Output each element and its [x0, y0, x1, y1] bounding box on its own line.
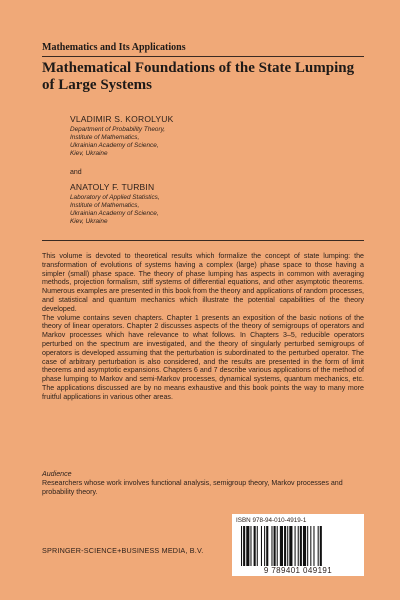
- affiliation-line: Kiev, Ukraine: [70, 150, 108, 157]
- affiliation-line: Institute of Mathematics,: [70, 134, 140, 141]
- barcode-icon: [241, 526, 355, 566]
- affiliation-line: Laboratory of Applied Statistics,: [70, 194, 160, 201]
- audience-heading: Audience: [42, 470, 72, 478]
- middle-divider: [42, 240, 364, 241]
- affiliation-line: Department of Probability Theory,: [70, 126, 166, 133]
- author-1-name: VLADIMIR S. KOROLYUK: [70, 114, 174, 124]
- isbn-label: ISBN 978-94-010-4919-1: [236, 517, 307, 524]
- affiliation-line: Ukrainian Academy of Science,: [70, 210, 159, 217]
- author-2-name: ANATOLY F. TURBIN: [70, 182, 155, 192]
- title-line-2: of Large Systems: [42, 77, 152, 93]
- top-divider: [42, 56, 364, 57]
- description: [42, 252, 364, 402]
- barcode-number: 9 789401 049191: [263, 566, 333, 575]
- and-text: and: [70, 169, 82, 176]
- book-title: [42, 60, 362, 94]
- author-1-affiliation: [70, 126, 330, 158]
- title-line-1: Mathematical Foundations of the State Lumping: [42, 60, 355, 76]
- isbn-barcode: [232, 514, 364, 576]
- affiliation-line: Ukrainian Academy of Science,: [70, 142, 159, 149]
- series-name: Mathematics and Its Applications: [42, 42, 186, 53]
- affiliation-line: Kiev, Ukraine: [70, 218, 108, 225]
- description-paragraph-1: This volume is devoted to theoretical results which formalize the concept of state lumping: the transformation of evolutions of systems having a complex (large) phase space to those having a simpler (small) phase space. The theory of phase lumping has aspects in common with averaging methods, projection formalism, stiff systems of differential equations, and other asymptotic theorems. Numerous examples are presented in this book from the theory and applications of random processes, and statistical and quantum mechanics which illustrate the potential capabilities of the theory developed.: [42, 252, 364, 313]
- audience-text: Researchers whose work involves functional analysis, semigroup theory, Markov processes and probability theory.: [42, 479, 343, 496]
- description-paragraph-2: The volume contains seven chapters. Chapter 1 presents an exposition of the basic notions of the theory of linear operators. Chapter 2 discusses aspects of the theory of semigroups of operators and Markov processes which have relevance to what follows. In Chapters 3–5, reducible operators perturbed on the spectrum are investigated, and the theory of singularly perturbed semigroups of operators is developed assuming that the perturbation is subordinated to the perturbed operator. The case of arbitrary perturbation is also considered, and the results are presented in the form of limit theorems and asymptotic expansions. Chapters 6 and 7 describe various applications of the method of phase lumping to Markov and semi-Markov processes, dynamical systems, quantum mechanics, etc. The applications discussed are by no means exhaustive and this book points the way to many more fruitful applications in various other areas.: [42, 313, 364, 401]
- author-2-affiliation: [70, 194, 330, 226]
- affiliation-line: Institute of Mathematics,: [70, 202, 140, 209]
- publisher-name: SPRINGER-SCIENCE+BUSINESS MEDIA, B.V.: [42, 546, 204, 555]
